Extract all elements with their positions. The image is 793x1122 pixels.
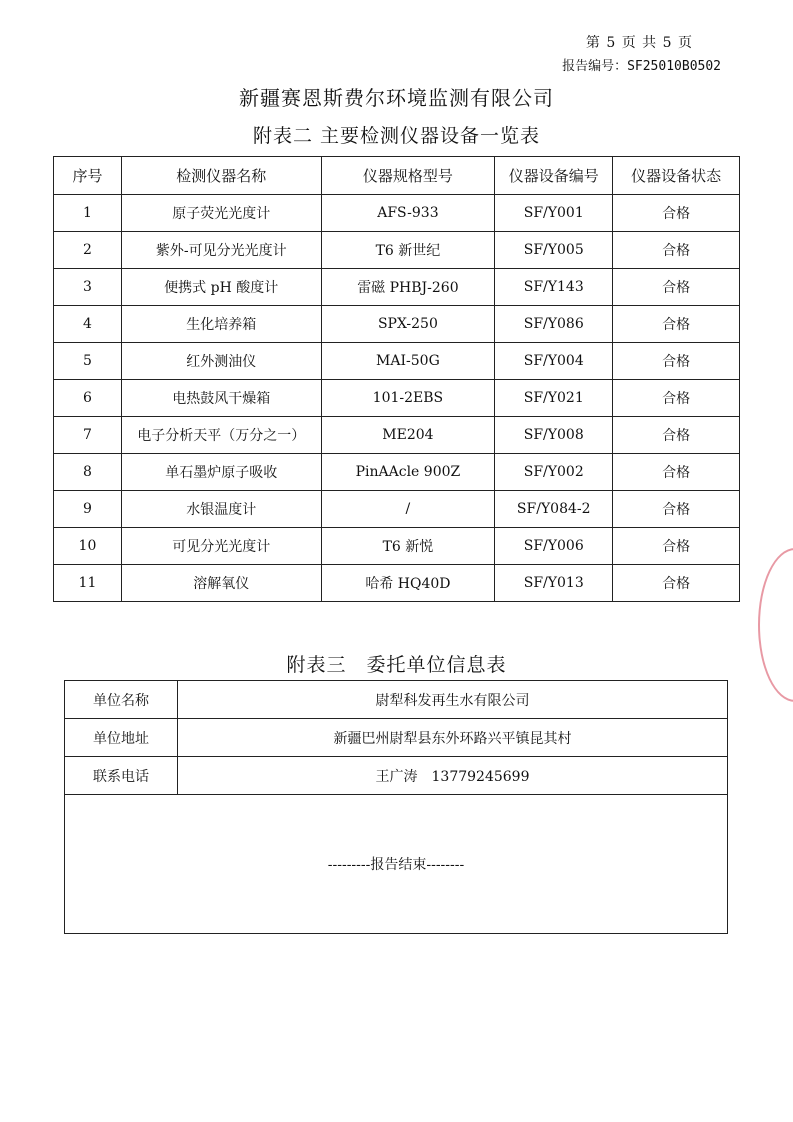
cell-no: 2: [54, 232, 122, 269]
cell-no: 7: [54, 417, 122, 454]
cell-model: SPX-250: [321, 306, 495, 343]
cell-name: 水银温度计: [121, 491, 321, 528]
cell-status: 合格: [613, 417, 740, 454]
header-cell-name: 检测仪器名称: [121, 157, 321, 195]
cell-name: 单石墨炉原子吸收: [121, 454, 321, 491]
cell-status: 合格: [613, 232, 740, 269]
table-row: [54, 491, 740, 528]
company-name: 新疆赛恩斯费尔环境监测有限公司: [239, 86, 554, 110]
equipment-table-header: [54, 157, 740, 195]
client-row-phone: [65, 757, 728, 795]
cell-name: 原子荧光光度计: [121, 195, 321, 232]
report-number: 报告编号：SF25010B0502: [562, 59, 721, 74]
cell-id: SF/Y086: [495, 306, 613, 343]
cell-no: 11: [54, 565, 122, 602]
table-row: [54, 269, 740, 306]
cell-no: 5: [54, 343, 122, 380]
cell-status: 合格: [613, 269, 740, 306]
cell-id: SF/Y002: [495, 454, 613, 491]
cell-model: ME204: [321, 417, 495, 454]
cell-model: AFS-933: [321, 195, 495, 232]
table-row: [54, 195, 740, 232]
cell-no: 6: [54, 380, 122, 417]
client-info-table: [64, 680, 728, 934]
cell-name: 电子分析天平（万分之一）: [121, 417, 321, 454]
cell-model: MAI-50G: [321, 343, 495, 380]
table-row: [54, 343, 740, 380]
cell-name: 可见分光光度计: [121, 528, 321, 565]
cell-id: SF/Y008: [495, 417, 613, 454]
cell-name: 溶解氧仪: [121, 565, 321, 602]
equipment-table-title: 附表二 主要检测仪器设备一览表: [252, 125, 541, 147]
client-row-address: [65, 719, 728, 757]
cell-status: 合格: [613, 454, 740, 491]
seal-stamp: [758, 548, 793, 702]
cell-status: 合格: [613, 380, 740, 417]
cell-id: SF/Y001: [495, 195, 613, 232]
cell-name: 生化培养箱: [121, 306, 321, 343]
client-value: 尉犁科发再生水有限公司: [178, 681, 728, 719]
client-value: 新疆巴州尉犁县东外环路兴平镇昆其村: [178, 719, 728, 757]
cell-name: 便携式 pH 酸度计: [121, 269, 321, 306]
cell-status: 合格: [613, 195, 740, 232]
cell-id: SF/Y021: [495, 380, 613, 417]
cell-model: T6 新世纪: [321, 232, 495, 269]
header-cell-status: 仪器设备状态: [613, 157, 740, 195]
cell-model: PinAAcle 900Z: [321, 454, 495, 491]
cell-no: 8: [54, 454, 122, 491]
client-table-title: 附表三 委托单位信息表: [286, 654, 507, 676]
client-label: 单位名称: [65, 681, 178, 719]
client-label: 联系电话: [65, 757, 178, 795]
cell-id: SF/Y013: [495, 565, 613, 602]
cell-id: SF/Y004: [495, 343, 613, 380]
table-row: [54, 380, 740, 417]
client-label: 单位地址: [65, 719, 178, 757]
cell-id: SF/Y006: [495, 528, 613, 565]
cell-name: 紫外-可见分光光度计: [121, 232, 321, 269]
cell-id: SF/Y084-2: [495, 491, 613, 528]
equipment-table: [53, 156, 740, 602]
cell-no: 4: [54, 306, 122, 343]
cell-no: 9: [54, 491, 122, 528]
header-cell-model: 仪器规格型号: [321, 157, 495, 195]
header-cell-id: 仪器设备编号: [495, 157, 613, 195]
table-row: [54, 565, 740, 602]
cell-model: 哈希 HQ40D: [321, 565, 495, 602]
cell-no: 10: [54, 528, 122, 565]
table-row: [54, 232, 740, 269]
table-row: [54, 528, 740, 565]
cell-status: 合格: [613, 528, 740, 565]
client-row-name: [65, 681, 728, 719]
cell-no: 1: [54, 195, 122, 232]
report-end-row: [65, 795, 728, 934]
cell-status: 合格: [613, 306, 740, 343]
table-row: [54, 454, 740, 491]
cell-model: /: [321, 491, 495, 528]
client-value: 王广涛 13779245699: [178, 757, 728, 795]
cell-model: 雷磁 PHBJ-260: [321, 269, 495, 306]
cell-name: 电热鼓风干燥箱: [121, 380, 321, 417]
cell-status: 合格: [613, 491, 740, 528]
cell-no: 3: [54, 269, 122, 306]
table-row: [54, 417, 740, 454]
table-row: [54, 306, 740, 343]
cell-name: 红外测油仪: [121, 343, 321, 380]
cell-model: 101-2EBS: [321, 380, 495, 417]
cell-model: T6 新悦: [321, 528, 495, 565]
cell-id: SF/Y005: [495, 232, 613, 269]
cell-status: 合格: [613, 565, 740, 602]
cell-status: 合格: [613, 343, 740, 380]
cell-id: SF/Y143: [495, 269, 613, 306]
report-end-text: ---------报告结束--------: [65, 795, 728, 934]
page-info: 第 5 页 共 5 页: [585, 35, 693, 51]
header-cell-no: 序号: [54, 157, 122, 195]
